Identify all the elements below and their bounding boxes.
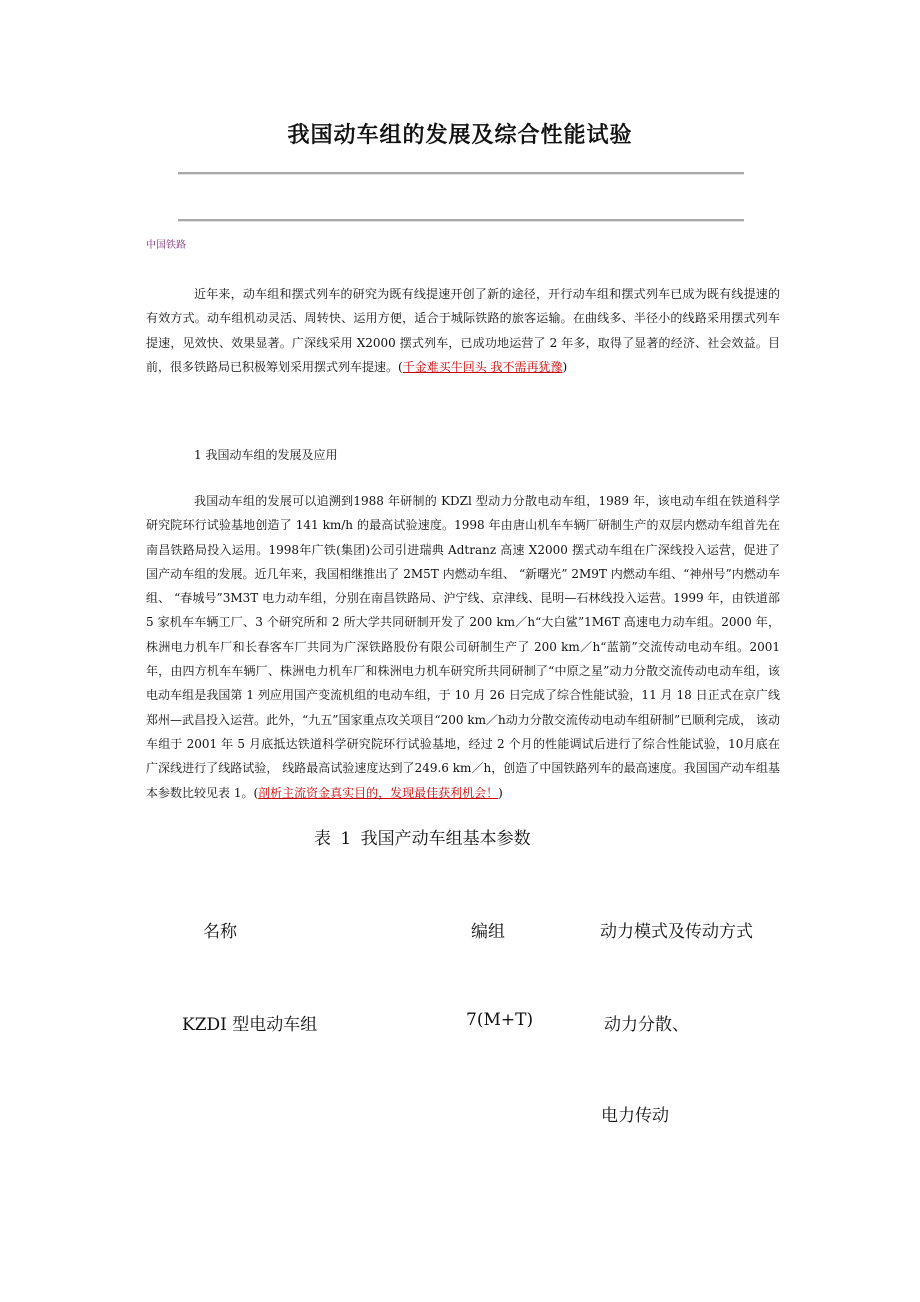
table-cell-mode-line2: 电力传动 — [601, 1106, 669, 1126]
title-divider-bottom — [178, 219, 744, 222]
history-paragraph-text: 我国动车组的发展可以追溯到1988 年研制的 KDZl 型动力分散电动车组，1989 年，该电动车组在铁道科学研究院环行试验基地创造了 141 km/h 的最高试验速度。1998 年由唐山机车车辆厂研制生产的双层内燃动车组首先在南昌铁路局投入运用。1998年广铁(集团)公司引进瑞典 Adtranz 高速 X2000 摆式动车组在广深线投入运营，促进了国产动车组的发展。近几年来，我国相继推出了 2M5T 内燃动车组、 “新曙光” 2M9T 内燃动车组、“神州号”内燃动车组、 “春城号”3M3T 电力动车组，分别在南昌铁路局、沪宁线、京津线、昆明—石林线投入运营。1999 年，由铁道部 5 家机车车辆工厂、3 个研究所和 2 所大学共同研制开发了 200 km／h“大白鲨”1M6T 高速电力动车组。2000 年，株洲电力机车厂和长春客车厂共同为广深铁路股份有限公司研制生产了 200 km／h“蓝箭”交流传动电动车组。2001 年，由四方机车车辆厂、株洲电力机车厂和株洲电力机车研究所共同研制了“中原之星”动力分散交流传动电动车组，该电动车组是我国第 1 列应用国产变流机组的电动车组，于 10 月 26 日完成了综合性能试验，11 月 18 日正式在京广线郑州—武昌投入运营。此外，“九五”国家重点攻关项目“200 km／h动力分散交流传动电动车组研制”已顺利完成， 该动车组于 2001 年 5 月底抵达铁道科学研究院环行试验基地，经过 2 个月的性能调试后进行了综合性能试验，10月底在广深线进行了线路试验， 线路最高试验速度达到了249.6 km／h，创造了中国铁路列车的最高速度。我国国产动车组基本参数比较见表 1。( — [146, 494, 780, 800]
title-divider-top — [178, 172, 744, 175]
table-header-group: 编组 — [471, 922, 505, 942]
source-label: 中国铁路 — [146, 240, 186, 251]
section-heading: 1 我国动车组的发展及应用 — [194, 448, 338, 462]
promo-link-2[interactable]: 剖析主流资金真实目的，发现最佳获利机会！ — [258, 785, 499, 800]
table-header-name: 名称 — [203, 922, 237, 942]
intro-paragraph-text: 近年来，动车组和摆式列车的研究为既有线提速开创了新的途径，开行动车组和摆式列车已成为既有线提速的有效方式。动车组机动灵活、周转快、运用方便，适合于城际铁路的旅客运输。在曲线多、半径小的线路采用摆式列车提速，见效快、效果显著。广深线采用 X2000 摆式列车，已成功地运营了 2 年多，取得了显著的经济、社会效益。目前，很多铁路局已积极筹划采用摆式列车提速。( — [146, 287, 780, 374]
table-caption: 表 1 我国产动车组基本参数 — [314, 829, 531, 849]
table-cell-mode-line1: 动力分散、 — [604, 1015, 689, 1035]
table-cell-group: 7(M+T) — [466, 1010, 534, 1030]
history-paragraph — [146, 489, 780, 805]
promo-link-1[interactable]: 千金难买牛回头 我不需再犹豫 — [402, 359, 563, 374]
intro-paragraph-close: ) — [562, 359, 568, 374]
intro-paragraph — [146, 282, 780, 379]
table-cell-name: KZDI 型电动车组 — [182, 1015, 318, 1035]
table-header-mode: 动力模式及传动方式 — [600, 922, 753, 942]
page-title: 我国动车组的发展及综合性能试验 — [287, 122, 633, 148]
history-paragraph-close: ) — [498, 785, 503, 800]
